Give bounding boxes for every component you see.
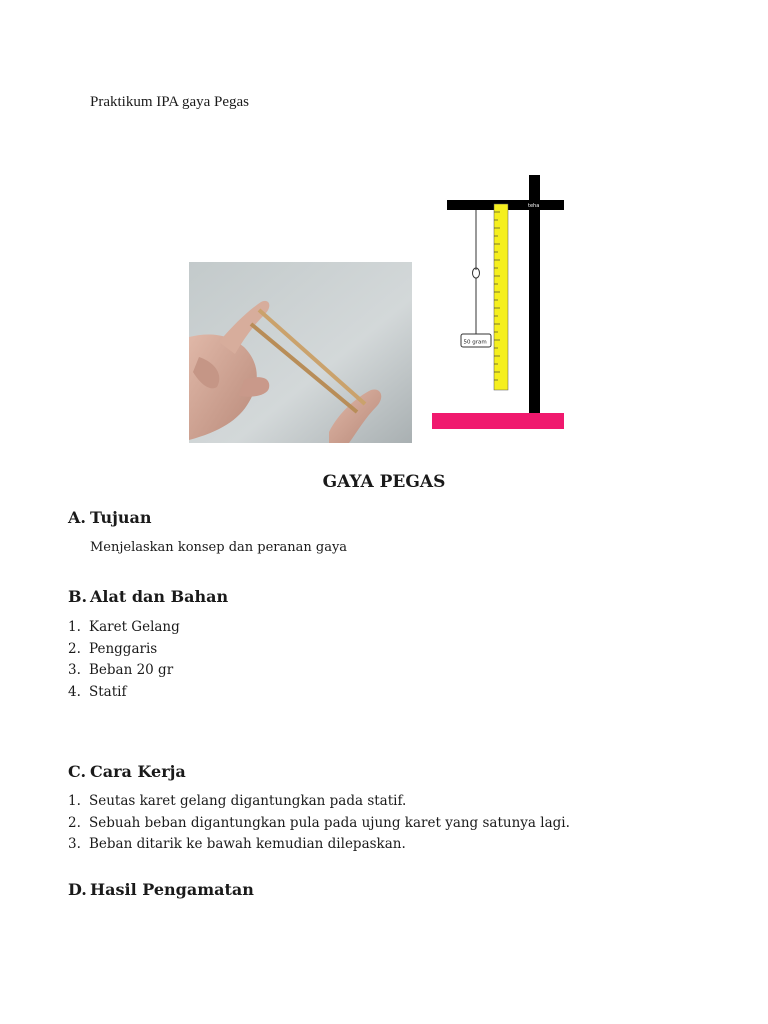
list-item: 3. Beban 20 gr: [68, 662, 174, 678]
statif-base: [432, 413, 564, 429]
section-b-heading: [68, 587, 228, 606]
document-header: Praktikum IPA gaya Pegas: [90, 94, 250, 110]
statif-diagram: [428, 172, 568, 434]
section-title: Alat dan Bahan: [90, 587, 229, 606]
list-item: 1. Karet Gelang: [68, 619, 180, 635]
list-item: 2. Penggaris: [68, 640, 158, 657]
weight-label: 50 gram: [463, 339, 487, 346]
section-letter: C.: [68, 762, 87, 781]
document-title: GAYA PEGAS: [322, 472, 446, 492]
section-d-heading: [68, 880, 254, 899]
section-a-heading: [68, 508, 152, 527]
section-letter: A.: [68, 508, 86, 527]
section-letter: B.: [68, 587, 88, 606]
statif-pole: [529, 175, 540, 415]
section-title: Tujuan: [90, 508, 152, 527]
section-c-heading: [68, 762, 186, 781]
section-title: Cara Kerja: [90, 762, 186, 781]
list-item: 3. Beban ditarik ke bawah kemudian dilepaskan.: [68, 836, 406, 852]
section-letter: D.: [68, 880, 87, 899]
procedure-list: [68, 791, 570, 856]
list-item: 4. Statif: [68, 683, 127, 700]
statif-label: teha: [528, 203, 540, 209]
section-title: Hasil Pengamatan: [90, 880, 254, 899]
section-a-paragraph: Menjelaskan konsep dan peranan gaya: [90, 540, 348, 555]
list-item: 1. Seutas karet gelang digantungkan pada statif.: [68, 793, 407, 809]
rubber-band-photo: [189, 262, 412, 443]
materials-list: [68, 617, 180, 703]
list-item: 2. Sebuah beban digantungkan pula pada ujung karet yang satunya lagi.: [68, 814, 570, 831]
ruler: [494, 204, 508, 390]
